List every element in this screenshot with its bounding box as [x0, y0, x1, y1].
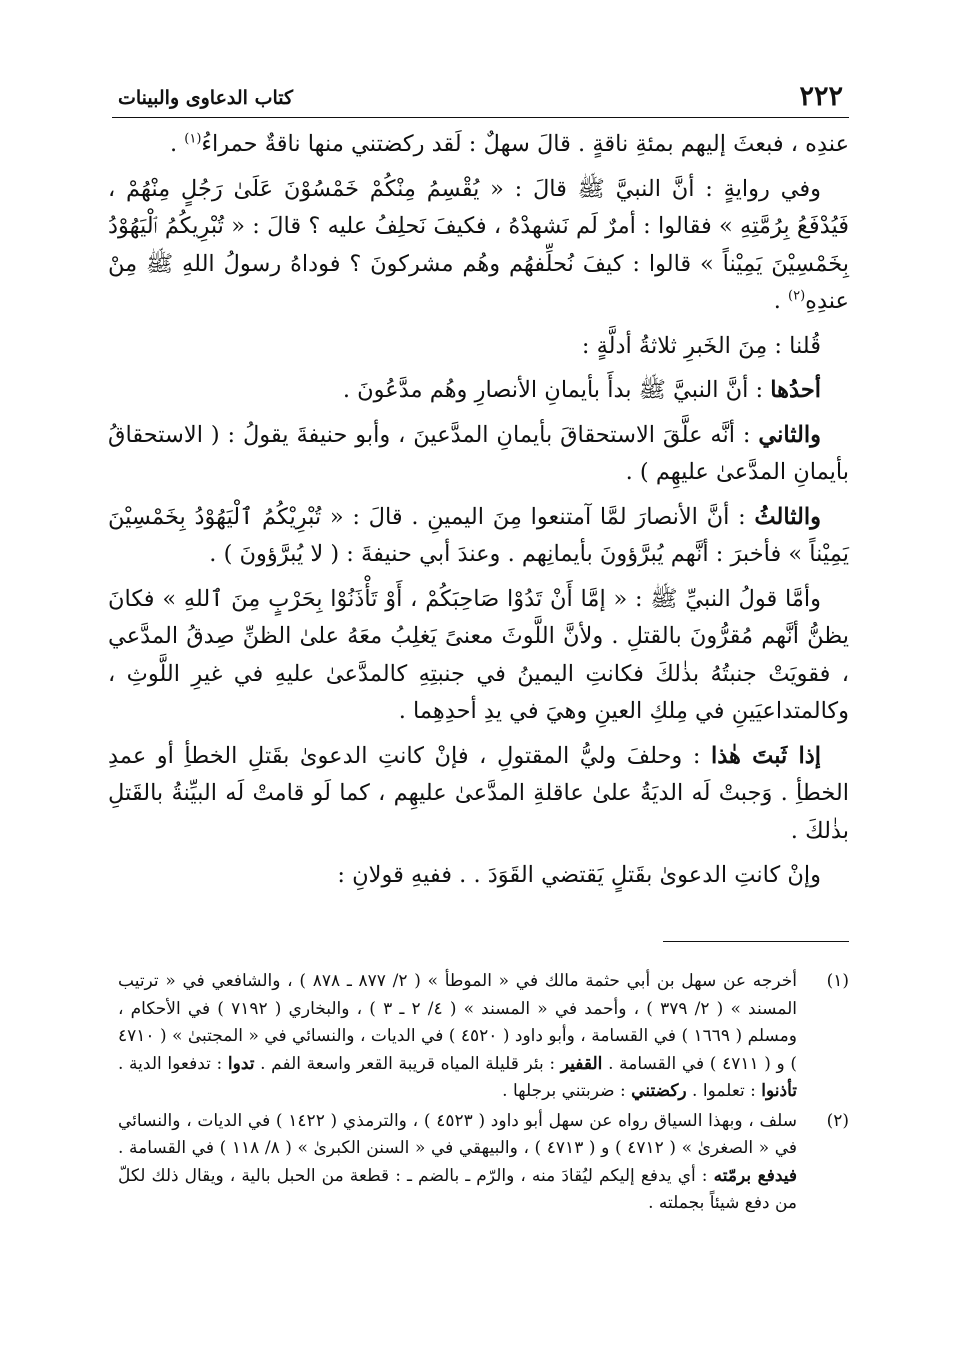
footnote-1: [118, 968, 849, 1106]
page-number: ٢٢٢: [799, 81, 843, 112]
page-header: [118, 78, 843, 112]
paragraph-3: قُلنا : مِنَ الخَبرِ ثلاثةُ أدلَّةٍ :: [581, 332, 821, 359]
footnote-rule: [663, 941, 849, 942]
footnote-2: [118, 1108, 849, 1218]
footnote-ref-2: (٢): [788, 288, 806, 304]
paragraph-1: عندِه ، فبعثَ إليهم بمئةِ ناقةٍ . قالَ سهلٌ : لَقد ركضتني منها ناقةٌ حمراءُ$^{(١)}$ .: [169, 131, 849, 157]
point-label-3: والثالثُ: [754, 503, 821, 530]
paragraph-5: والثاني : أنَّه علَّقَ الاستحقاقَ بأيمانِ المدَّعينَ ، وأبو حنيفةَ يقولُ : ( الاستحقاقُ بأيمانِ المدَّعىٰ عليهِم ) .: [108, 421, 849, 485]
paragraph-7: وأمَّا قولُ النبيِّ ﷺ : « إمَّا أَنْ تَدُوْا صَاحِبَكُمْ ، أَوْ تَأْذَنُوْا بِحَرْبٍ مِنَ ٱللهِ » فكانَ يظنُّ أنَّهم مُقرُّونَ بالقتلِ . ولأنَّ اللَّوثَ معنىً يَغلِبُ معَهُ علىٰ الظنِّ صِدقُ المدَّعي ، فقويَتْ جنبتُهُ بذٰلكَ فكانتِ اليمينُ في جنبتِهِ كالمدَّعىٰ عليهِ في غيرِ اللَّوثِ ، وكالمتداعيَينِ في مِلكِ العينِ وهيَ في يدِ أحدِهِما .: [108, 585, 849, 724]
footnote-number: (٢): [826, 1110, 849, 1131]
footnote-text: أخرجه عن سهل بن أبي حثمة مالك في « الموطأ » ( ٢/ ٨٧٧ ـ ٨٧٨ ) ، والشافعي في « ترتيب المسند » ( ٢/ ٣٧٩ ) ، وأحمد في « المسند » ( ٤/ ٢ ـ ٣ ) ، والبخاري ( ٧١٩٢ ) في الأحكام ، ومسلم ( ١٦٦٩ ) في القسامة ، وأبو داود ( ٤٥٢٠ ) في الديات ، والنسائي في « المجتبىٰ » ( ٤٧١٠ ) و ( ٤٧١١ ) في القسامة . القفير : بئر قليلة المياه قريبة القعر واسعة الفم . تدوا : تدفعوا الدية . تأذنوا : تعلموا . ركضتني : ضربتني برجلها .: [118, 971, 798, 1101]
paragraph-8: إذا ثَبتَ هٰذا : وحلفَ وليُّ المقتولِ ، فإنْ كانتِ الدعوىٰ بقَتلِ الخطأِ أو عمدِ الخطأِ . وَجبتْ لَه الديَةُ علىٰ عاقلةِ المدَّعىٰ عليهِم ، كما لَو قامتْ لَه البيِّنةُ بالقَتلِ بذٰلكَ .: [108, 742, 849, 844]
paragraph-9: وإنْ كانتِ الدعوىٰ بقَتلٍ يَقتضي القَوَدَ . . ففيهِ قولانِ :: [337, 862, 821, 888]
paragraph-6: والثالثُ : أنَّ الأنصارَ لمَّا آمتنعوا مِنَ اليمينِ . قالَ : « تُبْرِيْكُمُ ٱلْيَهُوْدُ بِخَمْسِيْنَ يَمِيْناً » فأخبرَ : أنَّهم يُبرَّؤونَ بأيمانِهم . وعندَ أبي حنيفةَ : ( لا يُبرَّؤونَ ) .: [108, 503, 849, 567]
header-rule: [112, 117, 849, 118]
main-text: [108, 126, 849, 902]
paragraph-4: أحدُها : أنَّ النبيَّ ﷺ بدأَ بأيمانِ الأنصارِ وهُم مدَّعُونَ .: [342, 377, 821, 403]
point-label-2: والثاني: [758, 421, 821, 448]
footnote-text: سلف ، وبهذا السياق رواه عن سهل أبو داود ( ٤٥٢٣ ) ، والترمذي ( ١٤٢٢ ) في الديات ، والنسائي في « الصغرىٰ » ( ٤٧١٢ ) و ( ٤٧١٣ ) ، والبيهقي في « السنن الكبرىٰ » ( ٨/ ١١٨ ) في القسامة . فيدفع برمّته : أي يدفع إليكم ليُقادَ منه ، والرّم ـ بالضم ـ : قطعة من الحبل بالية ، ويقال ذلك لكلّ من دفع شيئاً بجملته .: [118, 1110, 798, 1213]
paragraph-2: وفي روايةٍ : أنَّ النبيَّ ﷺ قالَ : « يُقْسِمُ مِنْكُمْ خَمْسُوْنَ عَلَىٰ رَجُلٍ مِنْهُمْ ، فَيُدْفَعُ بِرُمَّتِهِ » فقالوا : أمرٌ لَم نَشهدْهُ ، فكيفَ نَحلِفُ عليه ؟ قالَ : « تُبْرِيكُمُ ٱلْيَهُوْدُ بِخَمْسِيْنَ يَمِيْناً » قالوا : كيفَ نُحلِّفهُم وهُم مشركونَ ؟ فوداهُ رسولُ اللهِ ﷺ مِنْ عندِهِ$^{(٢)}$ .: [108, 175, 849, 314]
footnotes: [118, 968, 849, 1220]
footnote-ref-1: (١): [184, 131, 202, 147]
footnote-number: (١): [826, 971, 849, 991]
point-label-1: أحدُها: [770, 377, 821, 403]
running-title: كتاب الدعاوى والبينات: [118, 87, 294, 109]
section-label: إذا ثَبتَ هٰذا: [710, 742, 822, 769]
